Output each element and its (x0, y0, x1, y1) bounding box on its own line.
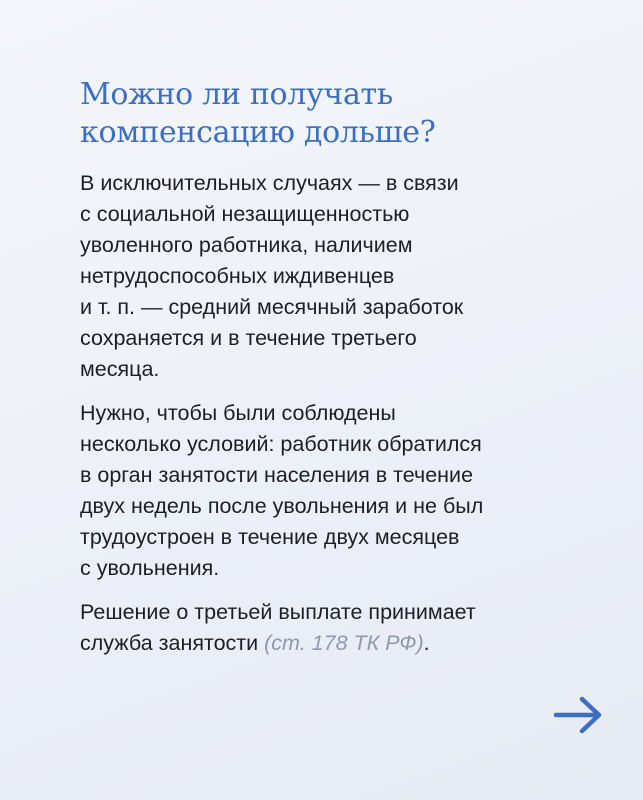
paragraph-conditions (80, 398, 620, 584)
paragraph-line: с социальной незащищенностью (80, 202, 410, 226)
paragraph-line: В исключительных случаях — в связи (80, 171, 459, 195)
paragraph-line: и т. п. — средний месячный заработок (80, 295, 464, 319)
title-line-2: компенсацию дольше? (80, 115, 436, 150)
paragraph-line: с увольнения. (80, 556, 220, 580)
paragraph-decision (80, 597, 620, 659)
paragraph-line-text: служба занятости (80, 631, 265, 655)
paragraph-line: Решение о третьей выплате принимает (80, 600, 476, 624)
paragraph-exceptional-cases (80, 168, 620, 385)
body-text (80, 168, 620, 672)
next-slide-button[interactable] (552, 695, 604, 735)
paragraph-line: несколько условий: работник обратился (80, 432, 482, 456)
paragraph-line-end: . (423, 631, 430, 655)
title-line-1: Можно ли получать (80, 77, 393, 112)
paragraph-line: двух недель после увольнения и не был (80, 494, 484, 518)
paragraph-line: нетрудоспособных иждивенцев (80, 264, 395, 288)
law-reference: (ст. 178 ТК РФ) (264, 631, 424, 655)
arrow-right-icon (552, 695, 604, 735)
paragraph-line: в орган занятости населения в течение (80, 463, 474, 487)
paragraph-line: сохраняется и в течение третьего (80, 326, 417, 350)
page-title (80, 76, 600, 152)
paragraph-line (80, 628, 620, 659)
paragraph-line: уволенного работника, наличием (80, 233, 413, 257)
paragraph-line: трудоустроен в течение двух месяцев (80, 525, 460, 549)
paragraph-line: месяца. (80, 357, 160, 381)
paragraph-line: Нужно, чтобы были соблюдены (80, 401, 396, 425)
